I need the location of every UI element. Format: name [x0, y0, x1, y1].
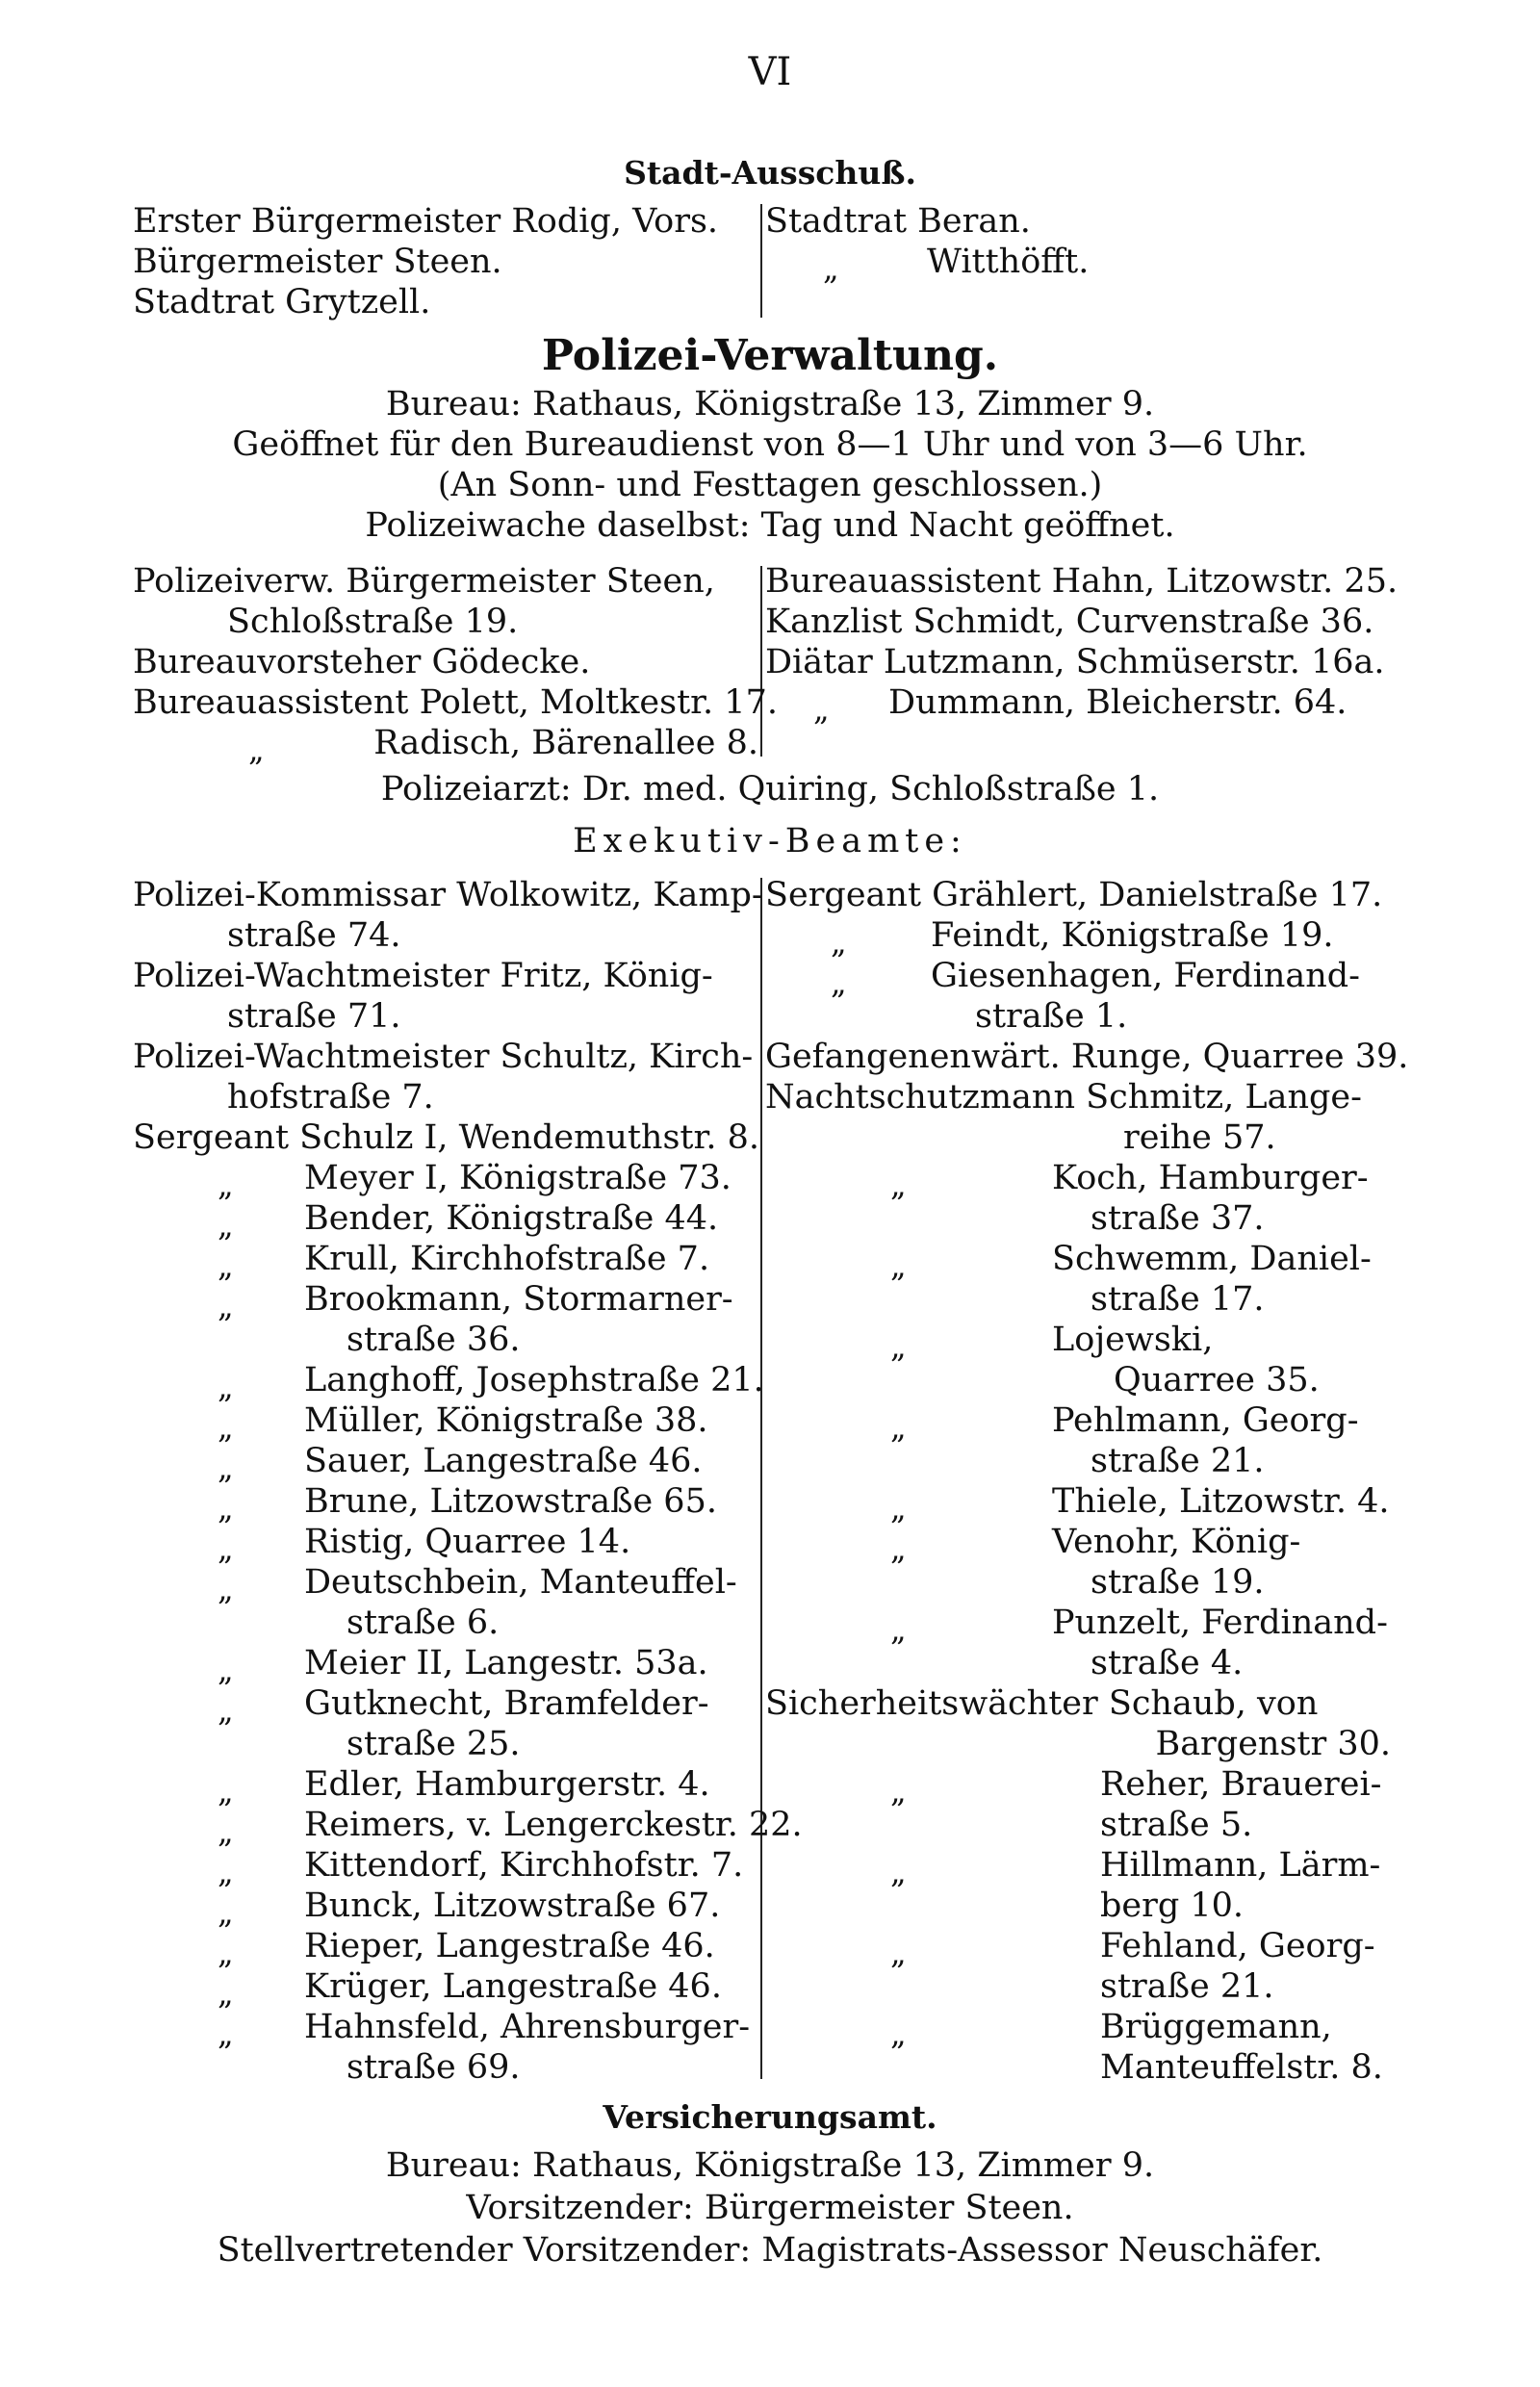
ditto-mark: „	[218, 1450, 234, 1486]
column-divider	[760, 878, 762, 2079]
ditto-mark: „	[890, 1490, 907, 1527]
ditto-mark: „	[218, 1490, 234, 1527]
officer-line: Nachtschutzmann Schmitz, Lange-	[765, 1078, 1362, 1116]
ditto-mark: „	[890, 1935, 907, 1971]
officer-line: Sicherheitswächter Schaub, von	[765, 1684, 1319, 1723]
ditto-mark: „	[890, 2015, 907, 2052]
stadt-ausschuss-left	[133, 202, 758, 327]
officer-line: Feindt, Königstraße 19.	[931, 916, 1334, 955]
ditto-mark: „	[831, 964, 847, 1001]
officer-line: Gutknecht, Bramfelder-	[304, 1684, 709, 1723]
officer-line: straße 37.	[1091, 1199, 1265, 1238]
officer-line: straße 25.	[346, 1725, 521, 1763]
officer-line: Meier II, Langestr. 53a.	[304, 1644, 708, 1682]
officer-line: straße 69.	[346, 2048, 521, 2087]
ditto-mark: „	[218, 1247, 234, 1284]
officer-line: Giesenhagen, Ferdinand-	[931, 957, 1360, 995]
polizei-info-line: Polizeiwache daselbst: Tag und Nacht geöffnet.	[365, 506, 1175, 545]
officer-line: straße 4.	[1091, 1644, 1244, 1682]
polizei-staff-right	[765, 562, 1399, 764]
ditto-mark: „	[218, 1692, 234, 1729]
stadt-ausschuss-right	[765, 202, 1391, 327]
polizei-heading: Polizei-Verwaltung.	[541, 331, 999, 380]
polizei-staff-left	[133, 562, 778, 768]
officer-line: Gefangenenwärt. Runge, Quarree 39.	[765, 1038, 1409, 1076]
officer-line: Rieper, Langestraße 46.	[304, 1927, 715, 1965]
officer-line: hofstraße 7.	[227, 1078, 434, 1116]
ditto-mark: „	[218, 1207, 234, 1244]
ditto-mark: „	[823, 250, 839, 287]
ditto-mark: „	[218, 1894, 234, 1931]
ditto-mark: „	[218, 1288, 234, 1324]
officer-line: straße 19.	[1091, 1563, 1265, 1602]
ditto-mark: „	[890, 1611, 907, 1648]
ditto-mark: „	[248, 732, 265, 768]
ditto-mark: „	[890, 1854, 907, 1890]
polizei-info-line: (An Sonn- und Festtagen geschlossen.)	[437, 466, 1103, 504]
officer-line: Schwemm, Daniel-	[1052, 1240, 1372, 1278]
officer-line: Manteuffelstr. 8.	[1100, 2048, 1383, 2087]
ditto-mark: „	[218, 1652, 234, 1688]
member-line: Witthöfft.	[927, 243, 1090, 281]
staff-line: Bureauvorsteher Gödecke.	[133, 643, 591, 681]
ditto-mark: „	[813, 691, 830, 728]
ditto-mark: „	[890, 1328, 907, 1365]
ditto-mark: „	[890, 1247, 907, 1284]
officer-line: straße 6.	[346, 1604, 500, 1642]
ditto-mark: „	[890, 1167, 907, 1203]
ditto-mark: „	[890, 1409, 907, 1446]
officer-line: Ristig, Quarree 14.	[304, 1523, 631, 1561]
column-divider	[760, 566, 762, 757]
member-line: Erster Bürgermeister Rodig, Vors.	[133, 202, 719, 241]
officer-line: Polizei-Wachtmeister Fritz, König-	[133, 957, 713, 995]
officer-line: Krüger, Langestraße 46.	[304, 1967, 722, 2006]
officer-line: reihe 57.	[1123, 1118, 1276, 1157]
officer-line: Bunck, Litzowstraße 67.	[304, 1886, 721, 1925]
officer-line: Polizei-Wachtmeister Schultz, Kirch-	[133, 1038, 754, 1076]
staff-line: Radisch, Bärenallee 8.	[373, 724, 758, 762]
officer-line: Meyer I, Königstraße 73.	[304, 1159, 732, 1197]
ditto-mark: „	[218, 1530, 234, 1567]
officer-line: Kittendorf, Kirchhofstr. 7.	[304, 1846, 744, 1885]
officer-line: straße 1.	[975, 997, 1128, 1036]
officer-line: Langhoff, Josephstraße 21.	[304, 1361, 764, 1399]
ditto-mark: „	[831, 924, 847, 961]
officer-line: Hillmann, Lärm-	[1100, 1846, 1381, 1885]
officer-line: straße 74.	[227, 916, 401, 955]
officer-line: Sergeant Grählert, Danielstraße 17.	[765, 876, 1383, 914]
officer-line: Sergeant Schulz I, Wendemuthstr. 8.	[133, 1118, 760, 1157]
staff-line: Dummann, Bleicherstr. 64.	[888, 683, 1348, 722]
officer-line: Hahnsfeld, Ahrensburger-	[304, 2008, 751, 2046]
officer-line: Punzelt, Ferdinand-	[1052, 1604, 1388, 1642]
exekutiv-right-column	[765, 876, 1409, 2089]
officer-line: straße 36.	[346, 1321, 521, 1359]
officer-line: Venohr, König-	[1052, 1523, 1301, 1561]
versicherungsamt-line: Bureau: Rathaus, Königstraße 13, Zimmer 9.	[385, 2146, 1155, 2185]
staff-line: Polizeiverw. Bürgermeister Steen,	[133, 562, 715, 601]
officer-line: straße 5.	[1100, 1806, 1253, 1844]
ditto-mark: „	[218, 1167, 234, 1203]
officer-line: Deutschbein, Manteuffel-	[304, 1563, 737, 1602]
page-number: VI	[748, 50, 792, 94]
officer-line: Lojewski,	[1052, 1321, 1214, 1359]
staff-line: Bureauassistent Polett, Moltkestr. 17.	[133, 683, 778, 722]
polizei-info-line: Geöffnet für den Bureaudienst von 8—1 Uhr und von 3—6 Uhr.	[232, 425, 1308, 464]
member-line: Stadtrat Beran.	[765, 202, 1031, 241]
ditto-mark: „	[890, 1773, 907, 1810]
staff-line: Bureauassistent Hahn, Litzowstr. 25.	[765, 562, 1399, 601]
officer-line: Thiele, Litzowstr. 4.	[1052, 1482, 1390, 1521]
versicherungsamt-line: Vorsitzender: Bürgermeister Steen.	[466, 2189, 1074, 2227]
officer-line: straße 21.	[1100, 1967, 1274, 2006]
officer-line: berg 10.	[1100, 1886, 1245, 1925]
officer-line: Brookmann, Stormarner-	[304, 1280, 733, 1319]
officer-line: Brune, Litzowstraße 65.	[304, 1482, 717, 1521]
officer-line: Sauer, Langestraße 46.	[304, 1442, 703, 1480]
member-line: Stadtrat Grytzell.	[133, 283, 431, 321]
officer-line: straße 21.	[1091, 1442, 1265, 1480]
ditto-mark: „	[218, 1571, 234, 1607]
ditto-mark: „	[218, 1773, 234, 1810]
ditto-mark: „	[218, 2015, 234, 2052]
officer-line: Quarree 35.	[1114, 1361, 1320, 1399]
member-line: Bürgermeister Steen.	[133, 243, 502, 281]
ditto-mark: „	[890, 1530, 907, 1567]
staff-line: Diätar Lutzmann, Schmüserstr. 16a.	[765, 643, 1385, 681]
officer-line: Krull, Kirchhofstraße 7.	[304, 1240, 710, 1278]
staff-line: Schloßstraße 19.	[227, 603, 519, 641]
officer-line: Bender, Königstraße 44.	[304, 1199, 719, 1238]
ditto-mark: „	[218, 1369, 234, 1405]
officer-line: Fehland, Georg-	[1100, 1927, 1375, 1965]
stadt-ausschuss-heading: Stadt-Ausschuß.	[624, 154, 916, 192]
officer-line: straße 71.	[227, 997, 401, 1036]
officer-line: Edler, Hamburgerstr. 4.	[304, 1765, 710, 1804]
column-divider	[760, 204, 762, 318]
officer-line: Brüggemann,	[1100, 2008, 1332, 2046]
polizei-info-line: Bureau: Rathaus, Königstraße 13, Zimmer 9.	[385, 385, 1155, 424]
officer-line: Polizei-Kommissar Wolkowitz, Kamp-	[133, 876, 763, 914]
ditto-mark: „	[218, 1854, 234, 1890]
polizeiarzt-line: Polizeiarzt: Dr. med. Quiring, Schloßstraße 1.	[380, 770, 1160, 808]
ditto-mark: „	[218, 1409, 234, 1446]
versicherungsamt-line: Stellvertretender Vorsitzender: Magistrats-Assessor Neuschäfer.	[217, 2231, 1323, 2270]
officer-line: Reimers, v. Lengerckestr. 22.	[304, 1806, 803, 1844]
officer-line: Pehlmann, Georg-	[1052, 1401, 1359, 1440]
officer-line: Bargenstr 30.	[1155, 1725, 1391, 1763]
officer-line: straße 17.	[1091, 1280, 1265, 1319]
officer-line: Reher, Brauerei-	[1100, 1765, 1382, 1804]
ditto-mark: „	[218, 1935, 234, 1971]
officer-line: Müller, Königstraße 38.	[304, 1401, 708, 1440]
ditto-mark: „	[218, 1813, 234, 1850]
exekutiv-heading: Exekutiv-Beamte:	[573, 822, 967, 860]
exekutiv-left-column	[133, 876, 803, 2089]
officer-line: Koch, Hamburger-	[1052, 1159, 1369, 1197]
ditto-mark: „	[218, 1975, 234, 2012]
versicherungsamt-heading: Versicherungsamt.	[603, 2098, 937, 2136]
staff-line: Kanzlist Schmidt, Curvenstraße 36.	[765, 603, 1374, 641]
